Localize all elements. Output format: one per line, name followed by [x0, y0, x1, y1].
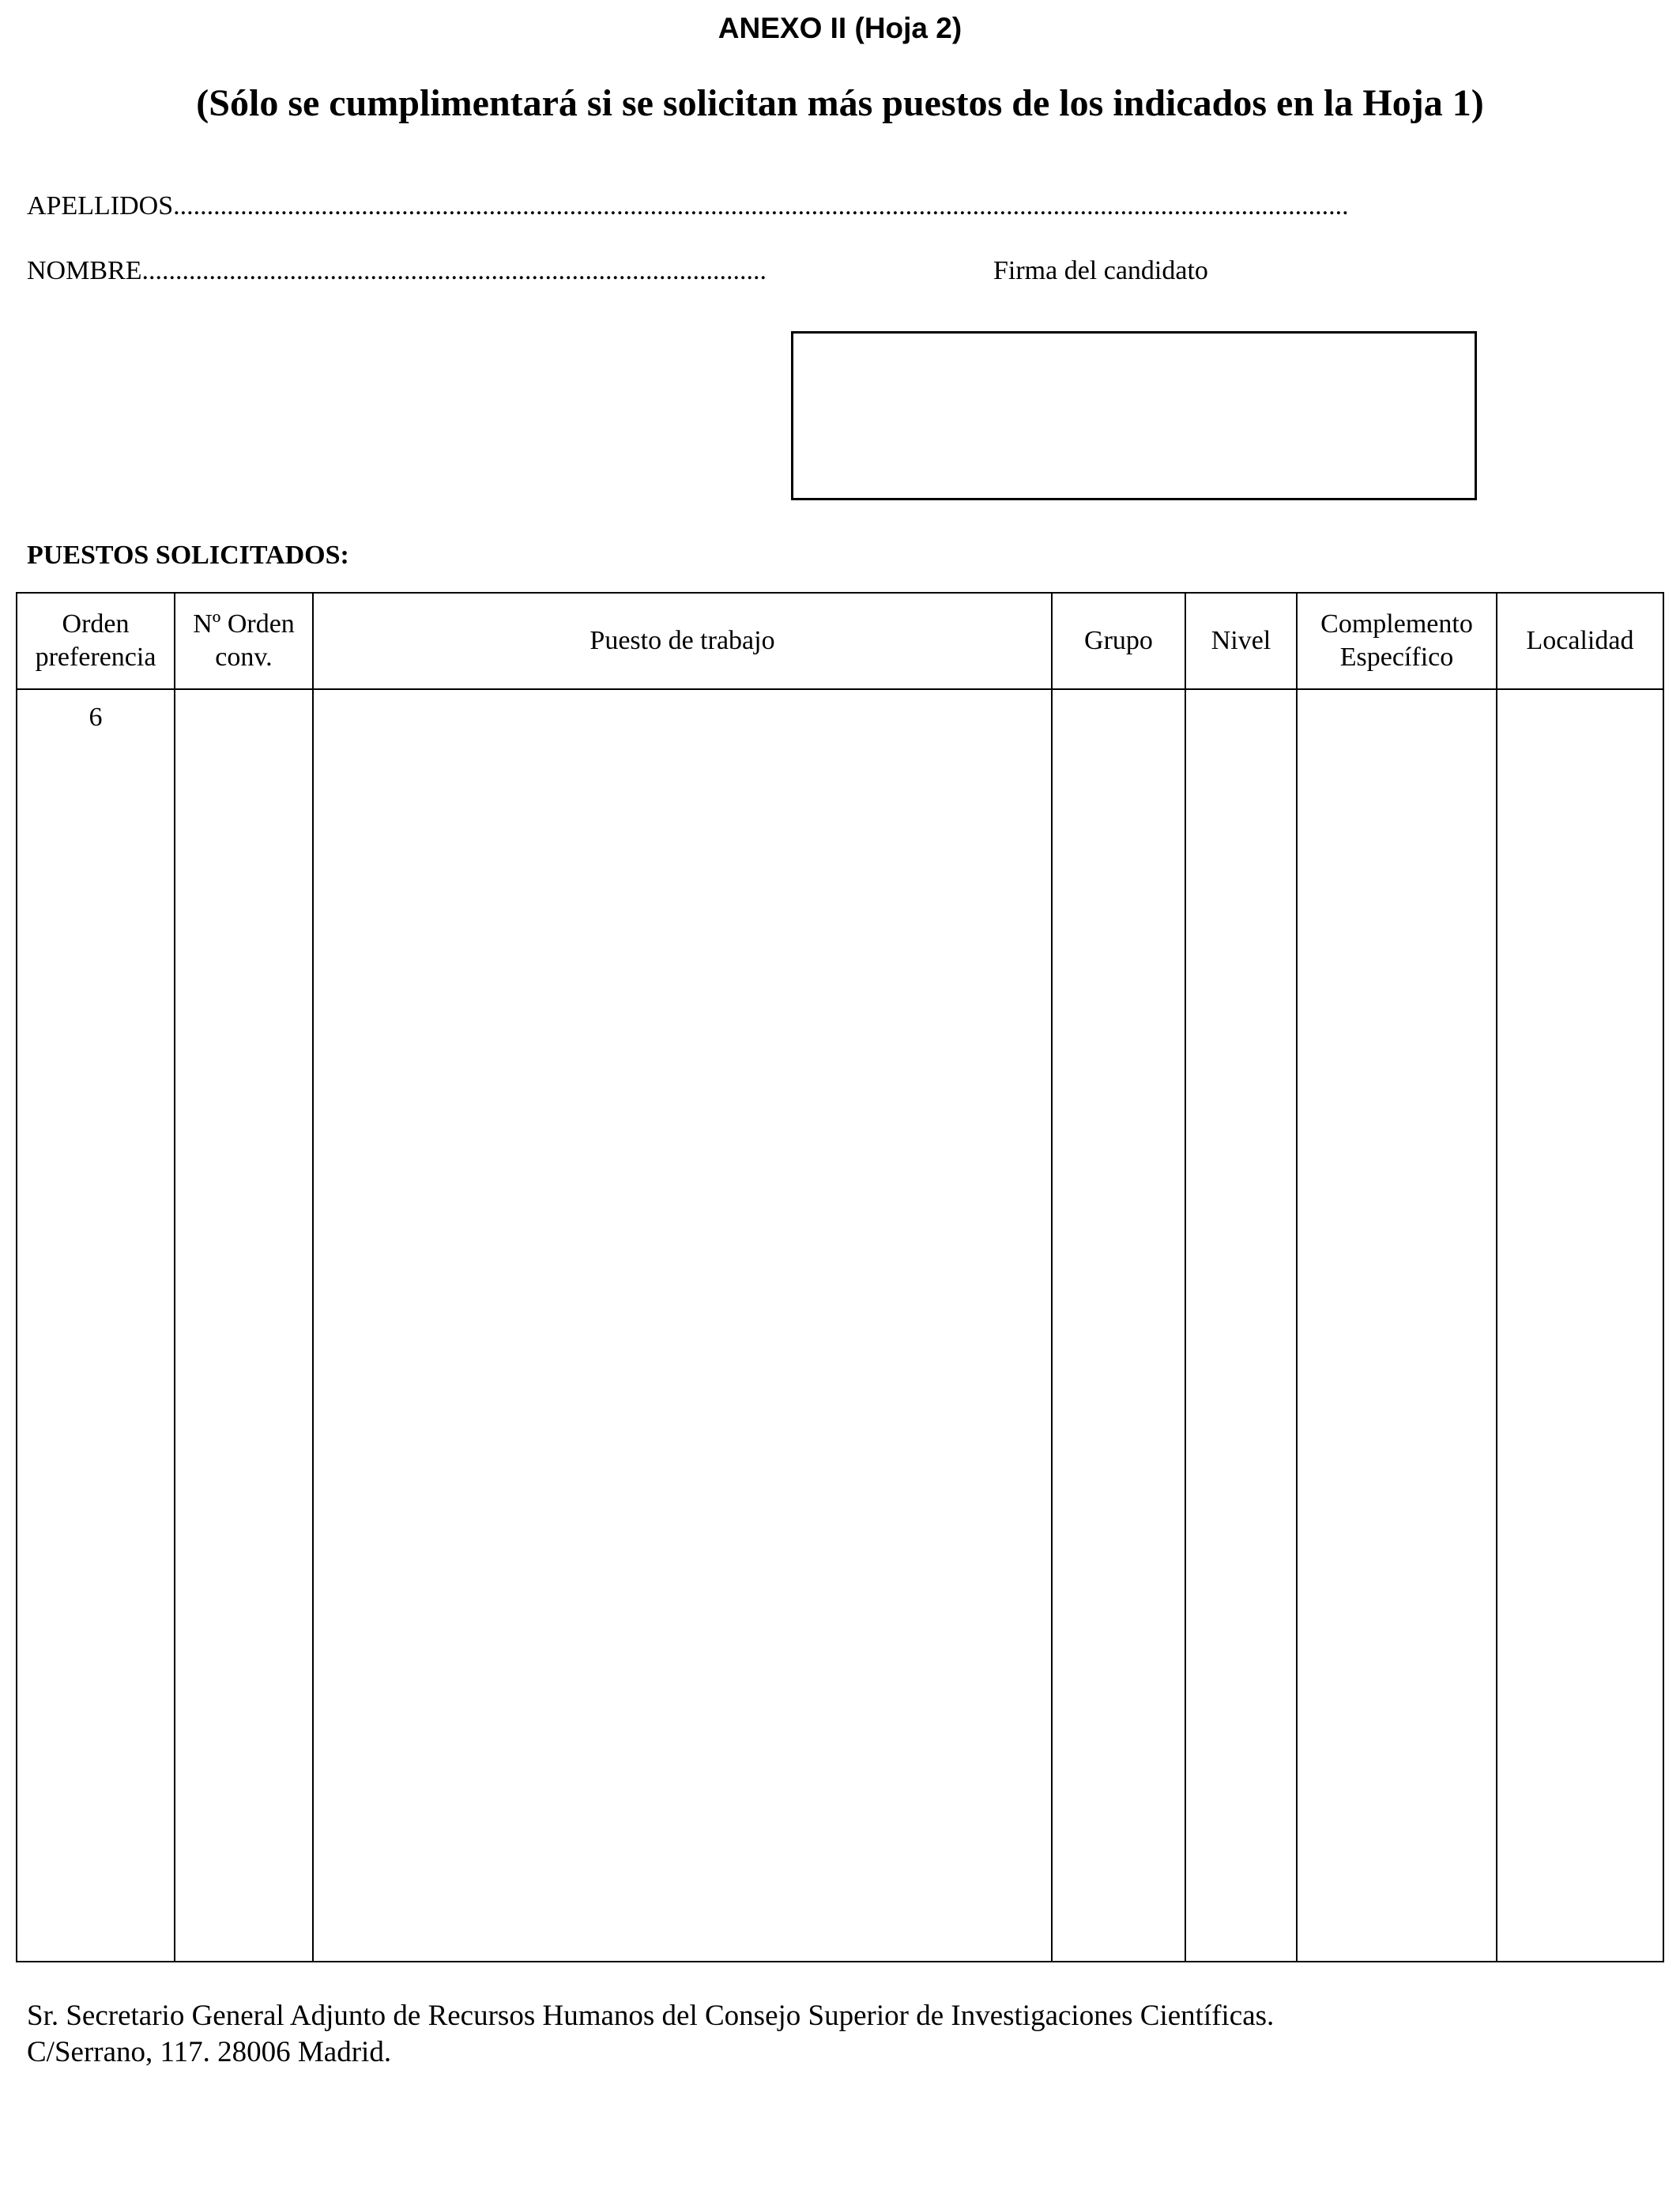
header-localidad: Localidad — [1497, 593, 1663, 689]
header-grupo: Grupo — [1052, 593, 1185, 689]
table-row — [17, 689, 1663, 1962]
header-orden-preferencia: Orden preferencia — [17, 593, 175, 689]
positions-table — [16, 592, 1664, 1962]
header-nivel: Nivel — [1185, 593, 1297, 689]
cell-n-orden[interactable] — [175, 689, 313, 1962]
cell-grupo[interactable] — [1052, 689, 1185, 1962]
footer-line-1: Sr. Secretario General Adjunto de Recursos Humanos del Consejo Superior de Investigaciones Científicas. — [27, 2000, 1275, 2032]
nombre-label: NOMBRE — [27, 256, 142, 285]
apellidos-dots: ............................................................................................................................................................................... — [173, 191, 1349, 221]
annex-title: ANEXO II (Hoja 2) — [718, 12, 962, 44]
cell-nivel[interactable] — [1185, 689, 1297, 1962]
cell-puesto[interactable] — [313, 689, 1052, 1962]
annex-subtitle: (Sólo se cumplimentará si se solicitan más puestos de los indicados en la Hoja 1) — [196, 82, 1484, 124]
signature-box[interactable] — [791, 331, 1477, 500]
header-n-orden-conv: Nº Orden conv. — [175, 593, 313, 689]
table-header-row — [17, 593, 1663, 689]
footer-address — [27, 1998, 1274, 2071]
apellidos-label: APELLIDOS — [27, 191, 174, 221]
cell-complemento[interactable] — [1297, 689, 1497, 1962]
firma-label: Firma del candidato — [993, 256, 1208, 285]
nombre-dots: ............................................................................................. — [141, 256, 767, 285]
section-title: PUESTOS SOLICITADOS: — [27, 541, 349, 570]
cell-orden[interactable]: 6 — [17, 689, 175, 1962]
header-puesto-de-trabajo: Puesto de trabajo — [313, 593, 1052, 689]
header-complemento-especifico: Complemento Específico — [1297, 593, 1497, 689]
nombre-field[interactable] — [27, 254, 767, 288]
apellidos-field[interactable] — [27, 190, 1349, 223]
cell-localidad[interactable] — [1497, 689, 1663, 1962]
footer-line-2: C/Serrano, 117. 28006 Madrid. — [27, 2036, 392, 2068]
